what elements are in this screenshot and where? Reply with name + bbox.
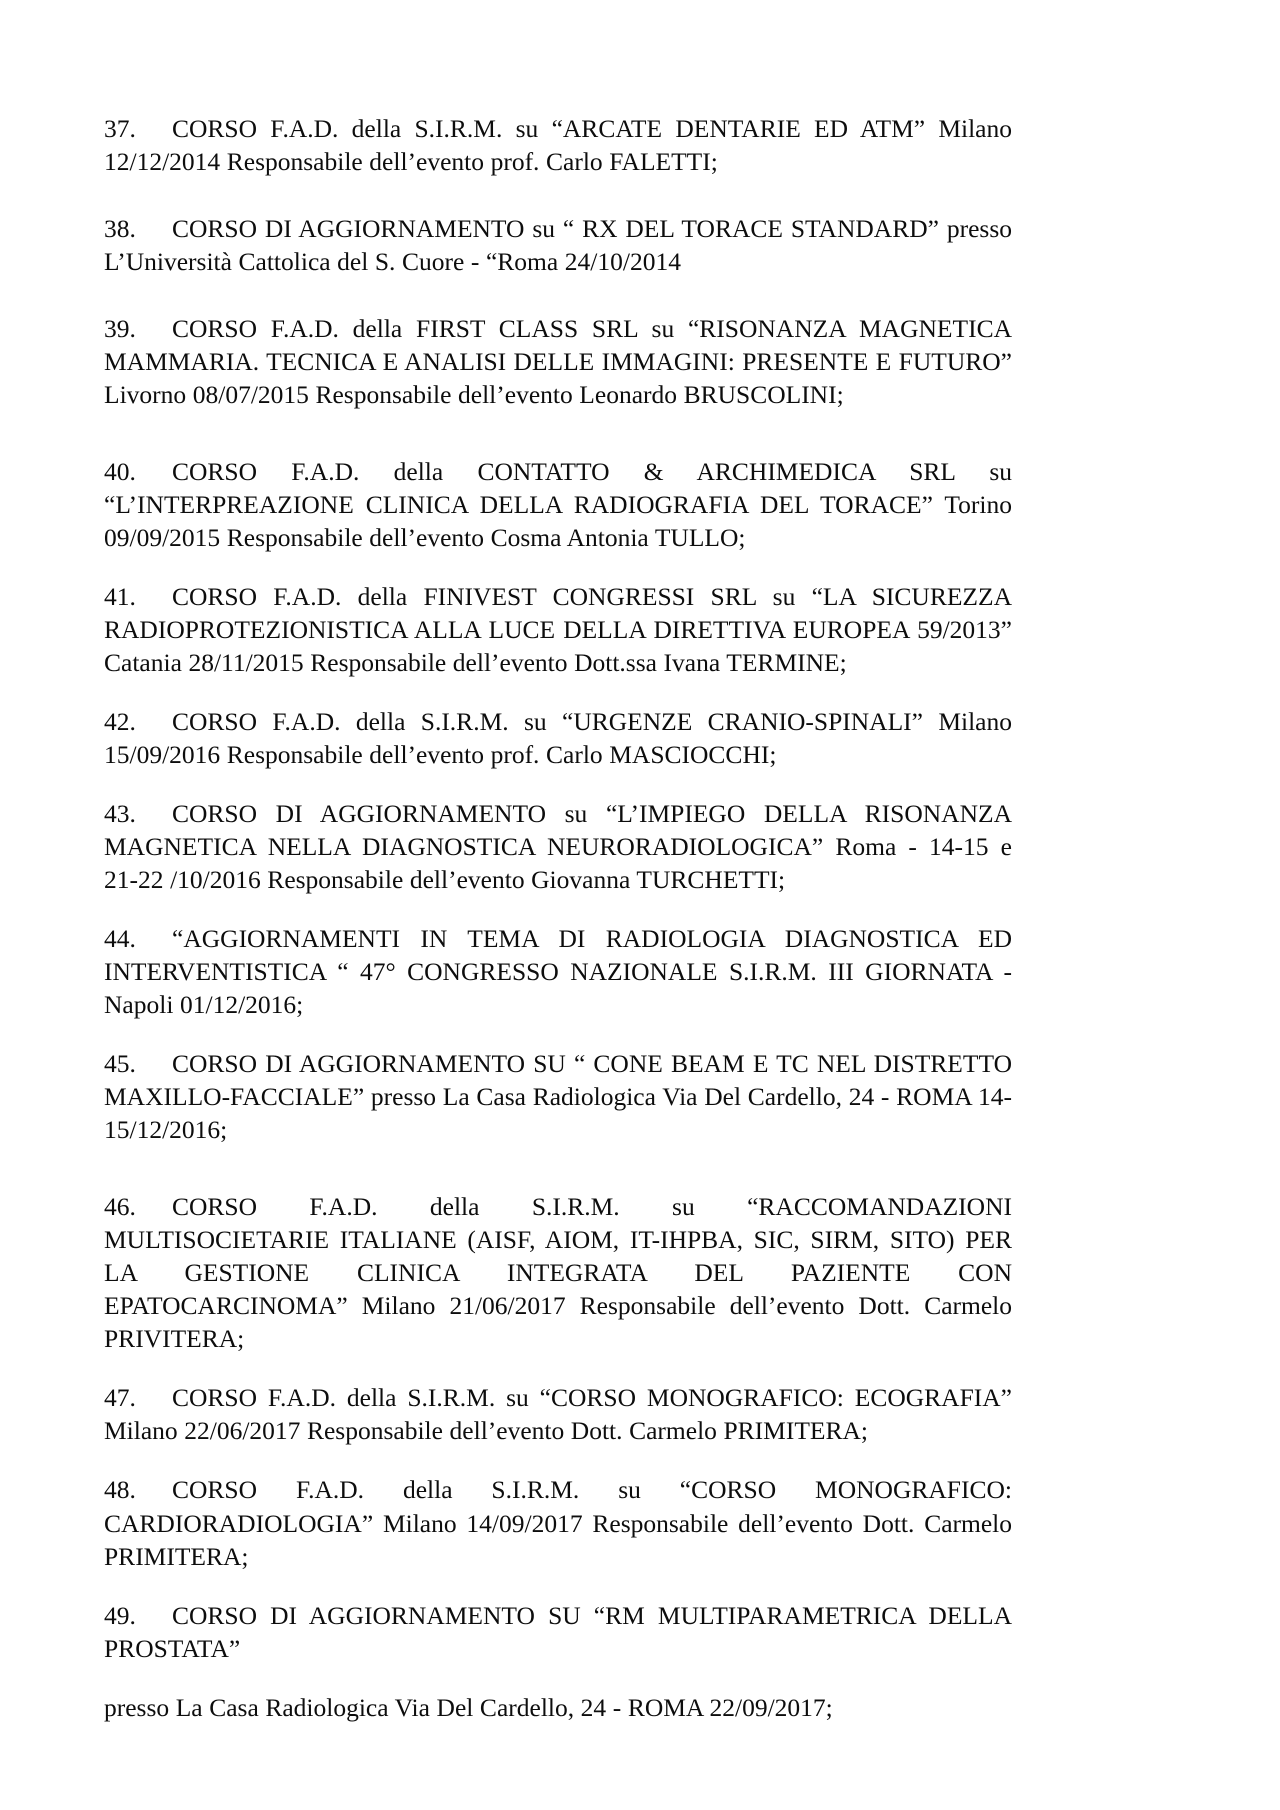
entry-number: 48. [104, 1475, 136, 1505]
entry-text: “AGGIORNAMENTI IN TEMA DI RADIOLOGIA DIAGNOSTICA ED INTERVENTISTICA “ 47° CONGRESSO NAZIONALE S.I.R.M. III GIORNATA - Napoli 01/12/2016; [104, 924, 1012, 1020]
entry-number: 41. [104, 582, 136, 612]
list-item [104, 1190, 1012, 1355]
list-item [104, 1599, 1012, 1665]
entry-text: CORSO DI AGGIORNAMENTO su “ RX DEL TORACE STANDARD” presso L’Università Cattolica del S. Cuore - “Roma 24/10/2014 [104, 214, 1012, 277]
entry-number: 38. [104, 214, 136, 244]
entry-text: CORSO F.A.D. della FINIVEST CONGRESSI SRL su “LA SICUREZZA RADIOPROTEZIONISTICA ALLA LUCE DELLA DIRETTIVA EUROPEA 59/2013” Catania 28/11/2015 Responsabile dell’evento Dott.ssa Ivana TERMINE; [104, 582, 1012, 678]
entry-text: CORSO F.A.D. della S.I.R.M. su “CORSO MONOGRAFICO: ECOGRAFIA” Milano 22/06/2017 Responsabile dell’evento Dott. Carmelo PRIMITERA; [104, 1383, 1012, 1446]
entry-number: 42. [104, 707, 136, 737]
entry-number: 47. [104, 1383, 136, 1413]
entry-text: CORSO DI AGGIORNAMENTO su “L’IMPIEGO DELLA RISONANZA MAGNETICA NELLA DIAGNOSTICA NEURORADIOLOGICA” Roma - 14-15 e 21-22 /10/2016 Responsabile dell’evento Giovanna TURCHETTI; [104, 799, 1012, 895]
list-item [104, 1473, 1012, 1572]
entry-list [104, 112, 1012, 1750]
entry-text: CORSO F.A.D. della S.I.R.M. su “RACCOMANDAZIONI MULTISOCIETARIE ITALIANE (AISF, AIOM, IT-IHPBA, SIC, SIRM, SITO) PER LA GESTIONE CLINICA INTEGRATA DEL PAZIENTE CON EPATOCARCINOMA” Milano 21/06/2017 Responsabile dell’evento Dott. Carmelo PRIVITERA; [104, 1192, 1012, 1354]
entry-number: 44. [104, 924, 136, 954]
entry-text: CORSO DI AGGIORNAMENTO SU “RM MULTIPARAMETRICA DELLA PROSTATA” [104, 1600, 1012, 1663]
list-item [104, 580, 1012, 679]
entry-text-tail: presso La Casa Radiologica Via Del Cardello, 24 - ROMA 22/09/2017; [104, 1692, 833, 1722]
list-item-continuation [104, 1691, 1012, 1724]
list-item [104, 312, 1012, 411]
entry-number: 43. [104, 799, 136, 829]
entry-text: CORSO F.A.D. della CONTATTO & ARCHIMEDICA SRL su “L’INTERPREAZIONE CLINICA DELLA RADIOGRAFIA DEL TORACE” Torino 09/09/2015 Responsabile dell’evento Cosma Antonia TULLO; [104, 457, 1012, 553]
entry-number: 49. [104, 1600, 136, 1630]
entry-number: 45. [104, 1049, 136, 1079]
entry-text: CORSO DI AGGIORNAMENTO SU “ CONE BEAM E TC NEL DISTRETTO MAXILLO-FACCIALE” presso La Casa Radiologica Via Del Cardello, 24 - ROMA 14-15/12/2016; [104, 1049, 1012, 1145]
entry-number: 46. [104, 1192, 136, 1222]
entry-text: CORSO F.A.D. della S.I.R.M. su “ARCATE DENTARIE ED ATM” Milano 12/12/2014 Responsabile dell’evento prof. Carlo FALETTI; [104, 114, 1012, 177]
entry-text: CORSO F.A.D. della FIRST CLASS SRL su “RISONANZA MAGNETICA MAMMARIA. TECNICA E ANALISI DELLE IMMAGINI: PRESENTE E FUTURO” Livorno 08/07/2015 Responsabile dell’evento Leonardo BRUSCOLINI; [104, 314, 1012, 410]
list-item [104, 455, 1012, 554]
entry-number: 40. [104, 457, 136, 487]
list-item [104, 1381, 1012, 1447]
list-item [104, 212, 1012, 278]
list-item [104, 705, 1012, 771]
entry-text: CORSO F.A.D. della S.I.R.M. su “URGENZE CRANIO-SPINALI” Milano 15/09/2016 Responsabile dell’evento prof. Carlo MASCIOCCHI; [104, 707, 1012, 770]
entry-number: 37. [104, 114, 136, 143]
list-item [104, 922, 1012, 1021]
list-item [104, 112, 1012, 178]
entry-text: CORSO F.A.D. della S.I.R.M. su “CORSO MONOGRAFICO: CARDIORADIOLOGIA” Milano 14/09/2017 Responsabile dell’evento Dott. Carmelo PRIMITERA; [104, 1475, 1012, 1571]
list-item [104, 797, 1012, 896]
entry-number: 39. [104, 314, 136, 344]
list-item [104, 1047, 1012, 1146]
